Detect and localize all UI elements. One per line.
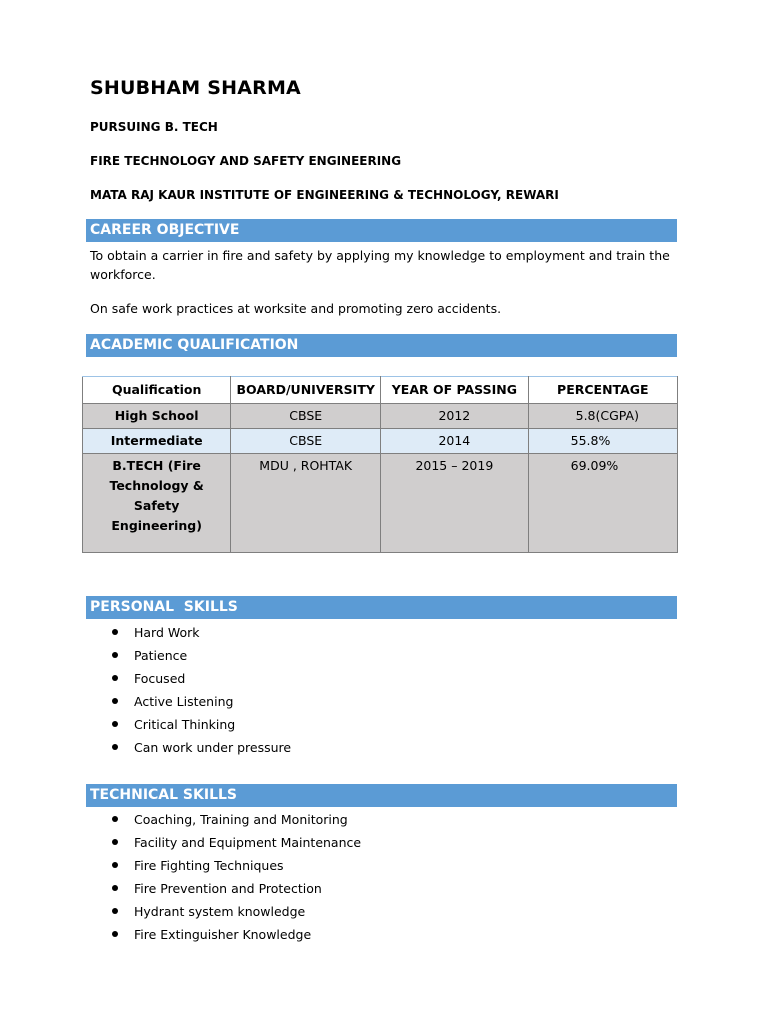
skill-label: Hard Work — [134, 625, 200, 640]
skill-label: Focused — [134, 671, 186, 686]
list-item — [90, 831, 361, 854]
skill-label: Patience — [134, 648, 188, 663]
list-item — [90, 644, 291, 667]
list-item — [90, 923, 361, 946]
list-item — [90, 621, 291, 644]
candidate-name: SHUBHAM SHARMA — [90, 77, 301, 99]
academic-qualification-heading: ACADEMIC QUALIFICATION — [86, 334, 677, 357]
career-objective-text-2: On safe work practices at worksite and promoting zero accidents. — [90, 301, 502, 316]
column-header-board: BOARD/UNIVERSITY — [231, 377, 381, 404]
column-header-year: YEAR OF PASSING — [381, 377, 529, 404]
skill-label: Fire Prevention and Protection — [134, 881, 322, 896]
skill-label: Hydrant system knowledge — [134, 904, 306, 919]
list-item — [90, 900, 361, 923]
institute-line: MATA RAJ KAUR INSTITUTE OF ENGINEERING & TECHNOLOGY, REWARI — [90, 188, 559, 202]
degree-line: PURSUING B. TECH — [90, 120, 218, 134]
technical-skills-heading: TECHNICAL SKILLS — [86, 784, 677, 807]
cell-board: CBSE — [231, 429, 381, 454]
cell-year: 2012 — [381, 404, 529, 429]
bullet-icon — [112, 698, 118, 704]
cell-percentage: 5.8(CGPA) — [528, 404, 677, 429]
personal-skills-list — [90, 621, 291, 759]
bullet-icon — [112, 862, 118, 868]
cell-board: CBSE — [231, 404, 381, 429]
bullet-icon — [112, 629, 118, 635]
skill-label: Can work under pressure — [134, 740, 292, 755]
bullet-icon — [112, 908, 118, 914]
table-header-row — [83, 377, 678, 404]
skill-label: Critical Thinking — [134, 717, 236, 732]
list-item — [90, 808, 361, 831]
cell-year: 2014 — [381, 429, 529, 454]
list-item — [90, 667, 291, 690]
list-item — [90, 713, 291, 736]
skill-label: Coaching, Training and Monitoring — [134, 812, 348, 827]
cell-year: 2015 – 2019 — [381, 454, 529, 553]
personal-skills-heading: PERSONAL SKILLS — [86, 596, 677, 619]
skill-label: Fire Fighting Techniques — [134, 858, 284, 873]
table-row — [83, 454, 678, 553]
cell-board: MDU , ROHTAK — [231, 454, 381, 553]
column-header-qualification: Qualification — [83, 377, 231, 404]
bullet-icon — [112, 839, 118, 845]
cell-qualification: High School — [83, 404, 231, 429]
column-header-percentage: PERCENTAGE — [528, 377, 677, 404]
program-line: FIRE TECHNOLOGY AND SAFETY ENGINEERING — [90, 154, 402, 168]
list-item — [90, 690, 291, 713]
academic-table — [82, 376, 678, 553]
technical-skills-list — [90, 808, 361, 946]
list-item — [90, 877, 361, 900]
list-item — [90, 854, 361, 877]
bullet-icon — [112, 885, 118, 891]
table-row — [83, 429, 678, 454]
bullet-icon — [112, 816, 118, 822]
cell-qualification: B.TECH (Fire Technology & Safety Engineering) — [83, 454, 231, 553]
career-objective-heading: CAREER OBJECTIVE — [86, 219, 677, 242]
skill-label: Fire Extinguisher Knowledge — [134, 927, 312, 942]
list-item — [90, 736, 291, 759]
skill-label: Facility and Equipment Maintenance — [134, 835, 362, 850]
bullet-icon — [112, 721, 118, 727]
cell-percentage: 55.8% — [528, 429, 677, 454]
skill-label: Active Listening — [134, 694, 234, 709]
cell-qualification: Intermediate — [83, 429, 231, 454]
table-row — [83, 404, 678, 429]
cell-percentage: 69.09% — [528, 454, 677, 553]
bullet-icon — [112, 931, 118, 937]
career-objective-text-1: To obtain a carrier in fire and safety by applying my knowledge to employment and train the workforce. — [90, 248, 670, 282]
bullet-icon — [112, 675, 118, 681]
bullet-icon — [112, 652, 118, 658]
bullet-icon — [112, 744, 118, 750]
